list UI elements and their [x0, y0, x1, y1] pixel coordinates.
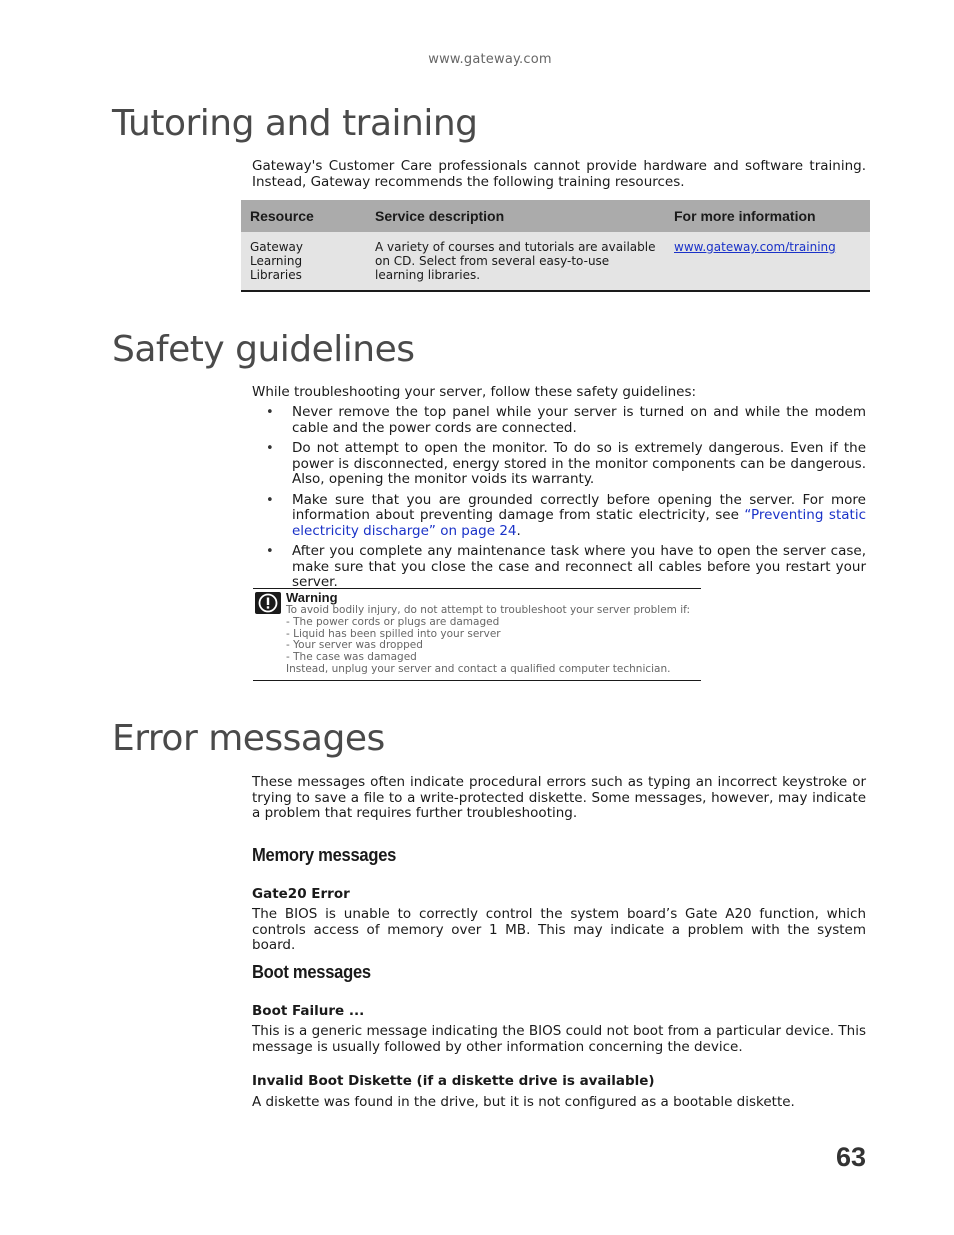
- list-item: [252, 405, 866, 436]
- header-service-description: Service description: [366, 200, 665, 232]
- memory-messages-heading: Memory messages: [252, 845, 397, 865]
- table-row: [241, 232, 870, 291]
- invalid-boot-diskette-title: Invalid Boot Diskette (if a diskette drive is available): [252, 1073, 655, 1089]
- bullet-end: .: [516, 522, 521, 539]
- errors-intro: These messages often indicate procedural errors such as typing an incorrect keystroke or trying to save a file to a write-protected diskette. Some messages, however, may indicate a problem that requires further troubleshooting.: [252, 774, 866, 821]
- errors-title: Error messages: [112, 718, 385, 759]
- table-header-row: [241, 200, 870, 232]
- boot-failure-title: Boot Failure ...: [252, 1003, 365, 1019]
- warning-box: [253, 588, 701, 681]
- warning-line: - Liquid has been spilled into your server: [286, 627, 501, 640]
- tutoring-title: Tutoring and training: [112, 103, 478, 144]
- warning-line: To avoid bodily injury, do not attempt to troubleshoot your server problem if:: [286, 604, 691, 616]
- site-url: www.gateway.com: [428, 52, 552, 67]
- cell-description: A variety of courses and tutorials are available on CD. Select from several easy-to-use learning libraries.: [366, 232, 665, 291]
- list-item: [252, 493, 866, 540]
- safety-intro: While troubleshooting your server, follow these safety guidelines:: [252, 384, 697, 400]
- warning-line: - Your server was dropped: [286, 639, 423, 652]
- cell-resource: Gateway Learning Libraries: [241, 232, 366, 291]
- page-number: 63: [836, 1142, 867, 1172]
- training-link[interactable]: www.gateway.com/training: [674, 240, 836, 254]
- header-more-info: For more information: [665, 200, 870, 232]
- bullet-text: Do not attempt to open the monitor. To do so is extremely dangerous. Even if the power is disconnected, energy stored in the monitor components can be dangerous. Also, opening the monitor voids its warranty.: [292, 440, 866, 487]
- list-item: [252, 544, 866, 591]
- warning-title: Warning: [286, 590, 338, 605]
- warning-line: - The case was damaged: [286, 651, 417, 664]
- bullet-text: Make sure that you are grounded correctly before opening the server. For more information about preventing damage from static electricity, see: [292, 491, 866, 523]
- boot-failure-text: This is a generic message indicating the BIOS could not boot from a particular device. This message is usually followed by other information concerning the device.: [252, 1023, 866, 1055]
- bullet-icon: •: [266, 544, 274, 559]
- tutoring-intro: Gateway's Customer Care professionals cannot provide hardware and software training. Instead, Gateway recommends the following training resources.: [252, 158, 866, 190]
- cell-link-container: [665, 232, 870, 291]
- gate20-error-title: Gate20 Error: [252, 886, 350, 902]
- list-item: [252, 441, 866, 488]
- safety-bullet-list: [252, 405, 866, 596]
- training-resources-table: [241, 200, 870, 292]
- invalid-boot-diskette-text: A diskette was found in the drive, but it is not configured as a bootable diskette.: [252, 1094, 795, 1110]
- bullet-text: After you complete any maintenance task where you have to open the server case, make sure that you close the case and reconnect all cables before you restart your server.: [292, 543, 866, 590]
- warning-line: Instead, unplug your server and contact a qualified computer technician.: [286, 662, 671, 675]
- gate20-error-text: The BIOS is unable to correctly control the system board’s Gate A20 function, which controls access of memory over 1 MB. This may indicate a problem with the system board.: [252, 906, 866, 953]
- bullet-text: Never remove the top panel while your server is turned on and while the modem cable and the power cords are connected.: [292, 404, 866, 436]
- warning-text: [286, 605, 690, 676]
- warning-icon: [255, 592, 281, 614]
- static-electricity-xref-link[interactable]: “Preventing static electricity discharge” on page 24: [292, 507, 866, 539]
- boot-messages-heading: Boot messages: [252, 962, 371, 982]
- safety-title: Safety guidelines: [112, 329, 415, 370]
- bullet-icon: •: [266, 492, 274, 508]
- bullet-icon: •: [266, 405, 274, 420]
- bullet-icon: •: [266, 441, 274, 456]
- warning-line: - The power cords or plugs are damaged: [286, 615, 500, 628]
- header-resource: Resource: [241, 200, 366, 232]
